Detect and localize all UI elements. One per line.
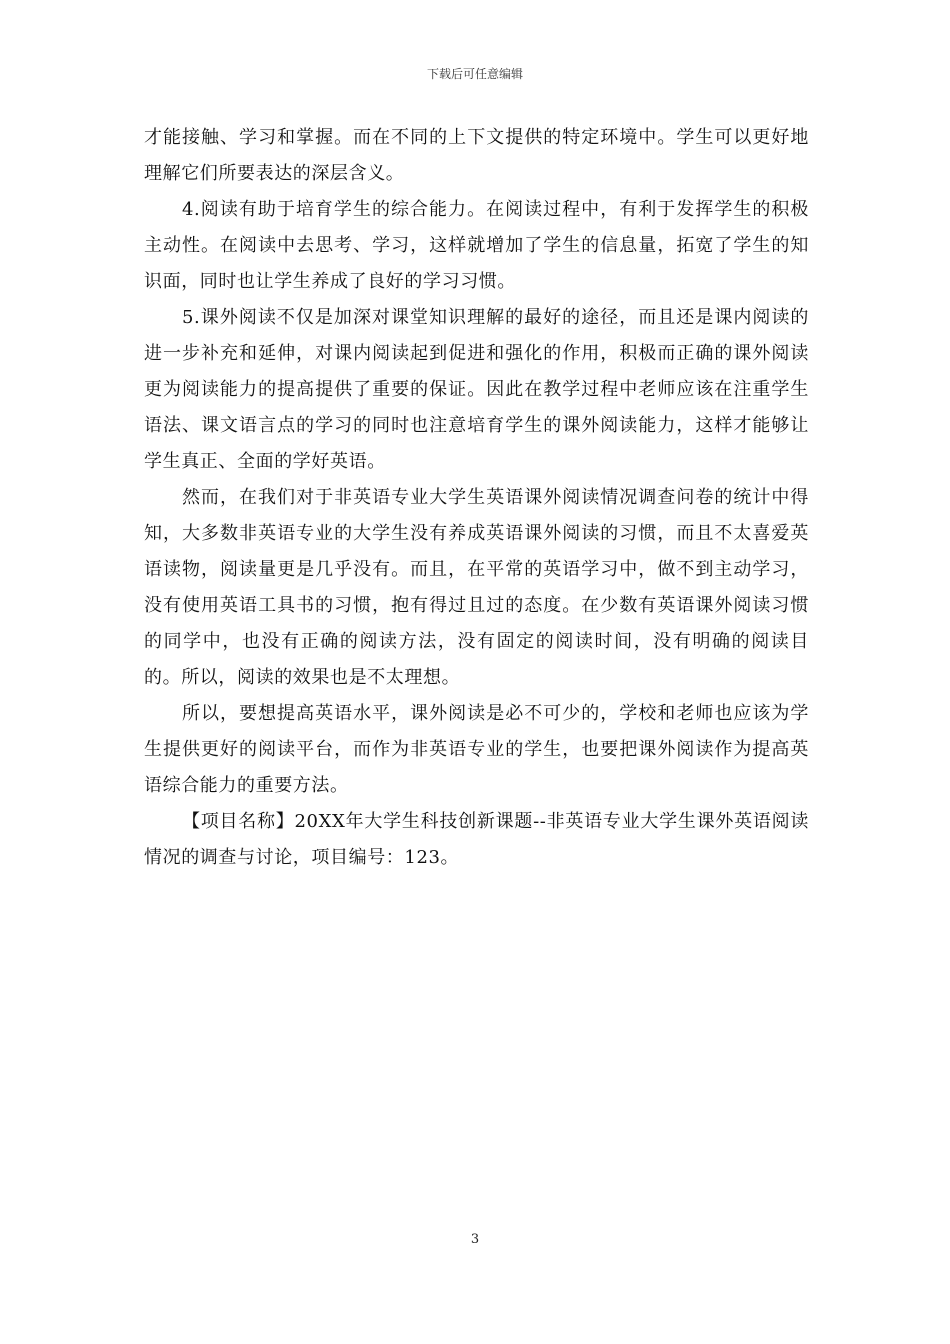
- paragraph-point-4: 4.阅读有助于培育学生的综合能力。在阅读过程中，有利于发挥学生的积极主动性。在阅读中去思考、学习，这样就增加了学生的信息量，拓宽了学生的知识面，同时也让学生养成了良好的学习习惯。: [144, 199, 809, 292]
- paragraph-point-5: 5.课外阅读不仅是加深对课堂知识理解的最好的途径，而且还是课内阅读的进一步补充和延伸，对课内阅读起到促进和强化的作用，积极而正确的课外阅读更为阅读能力的提高提供了重要的保证。因此在教学过程中老师应该在注重学生语法、课文语言点的学习的同时也注意培育学生的课外阅读能力，这样才能够让学生真正、全面的学好英语。: [144, 307, 809, 472]
- paragraph-project-info: 【项目名称】20XX年大学生科技创新课题--非英语专业大学生课外英语阅读情况的调查与讨论，项目编号：123。: [144, 811, 809, 868]
- paragraph-survey-findings: 然而，在我们对于非英语专业大学生英语课外阅读情况调查问卷的统计中得知，大多数非英语专业的大学生没有养成英语课外阅读的习惯，而且不太喜爱英语读物，阅读量更是几乎没有。而且，在平常的英语学习中，做不到主动学习，没有使用英语工具书的习惯，抱有得过且过的态度。在少数有英语课外阅读习惯的同学中，也没有正确的阅读方法，没有固定的阅读时间，没有明确的阅读目的。所以，阅读的效果也是不太理想。: [144, 487, 809, 688]
- document-body: [144, 120, 809, 876]
- page-number: 3: [470, 1232, 480, 1247]
- paragraph-continuation: 才能接触、学习和掌握。而在不同的上下文提供的特定环境中。学生可以更好地理解它们所要表达的深层含义。: [144, 127, 809, 184]
- paragraph-conclusion: 所以，要想提高英语水平，课外阅读是必不可少的，学校和老师也应该为学生提供更好的阅读平台，而作为非英语专业的学生，也要把课外阅读作为提高英语综合能力的重要方法。: [144, 703, 809, 796]
- page-header: 下载后可任意编辑: [426, 67, 523, 81]
